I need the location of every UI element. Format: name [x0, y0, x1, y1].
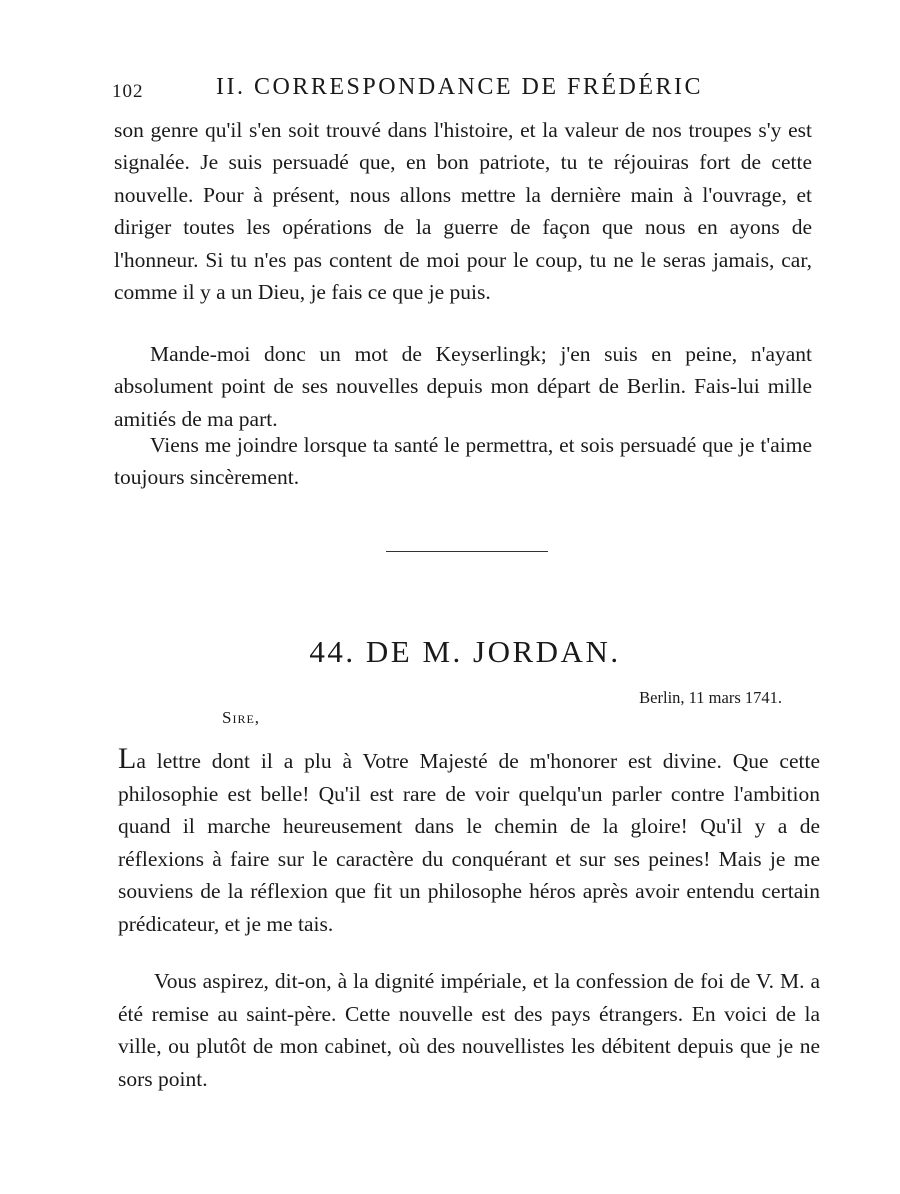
previous-letter-paragraph: son genre qu'il s'en soit trouvé dans l'histoire, et la valeur de nos troupes s'y est signalée. Je suis persuadé que, en bon patriote, tu te réjouiras fort de cette nouvelle. Pour à présent, nous allons mettre la dernière main à l'ouvrage, et diriger toutes les opérations de la guerre de façon que nous en ayons de l'honneur. Si tu n'es pas content de moi pour le coup, tu ne le seras jamais, car, comme il y a un Dieu, je fais ce que je puis. [114, 118, 812, 305]
letter-paragraph [118, 743, 820, 940]
previous-letter-paragraph: Viens me joindre lorsque ta santé le permettra, et sois persuadé que je t'aime toujours sincèrement. [114, 433, 812, 490]
letter-paragraph-text: a lettre dont il a plu à Votre Majesté de m'honorer est divine. Que cette philosophie est belle! Qu'il est rare de voir quelqu'un parler contre l'ambition quand il marche heureusement dans le chemin de la gloire! Qu'il y a de réflexions à faire sur le caractère du conquérant et sur ses peines! Mais je me souviens de la réflexion que fit un philosophe héros après avoir entendu certain prédicateur, et je me tais. [118, 749, 820, 936]
drop-cap: L [118, 742, 137, 775]
section-divider [386, 551, 548, 552]
page-number: 102 [112, 81, 144, 102]
letter-dateline: Berlin, 11 mars 1741. [639, 688, 782, 707]
page-header [112, 74, 712, 106]
previous-letter-paragraph: Mande-moi donc un mot de Keyserlingk; j'en suis en peine, n'ayant absolument point de ses nouvelles depuis mon départ de Berlin. Fais-lui mille amitiés de ma part. [114, 342, 812, 431]
running-head: II. CORRESPONDANCE DE FRÉDÉRIC [216, 74, 704, 100]
letter-paragraph: Vous aspirez, dit-on, à la dignité impériale, et la confession de foi de V. M. a été remise au saint-père. Cette nouvelle est des pays étrangers. En voici de la ville, ou plutôt de mon cabinet, où des nouvellistes les débitent depuis que je ne sors point. [118, 969, 820, 1091]
letter-salutation: Sire, [222, 708, 261, 727]
letter-heading: 44. DE M. JORDAN. [309, 634, 621, 669]
